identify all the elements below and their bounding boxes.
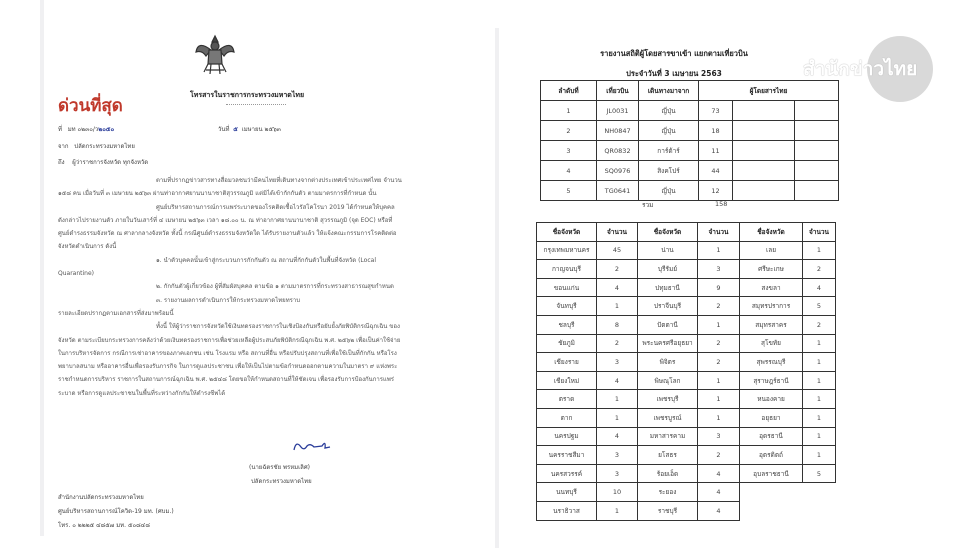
province-count-cell: 1 (803, 353, 836, 372)
province-name-cell: ปทุมธานี (638, 278, 698, 297)
province-count-cell: 1 (597, 390, 638, 409)
province-count-cell: 5 (803, 464, 836, 483)
reference-line (58, 124, 114, 134)
flights-table (540, 80, 839, 201)
signer-name: (นายฉัตรชัย พรหมเลิศ) (249, 464, 310, 471)
to-value: ผู้ว่าราชการจังหวัด ทุกจังหวัด (72, 159, 149, 166)
province-name-cell: ระยอง (638, 483, 698, 502)
province-name-cell: สุพรรณบุรี (740, 353, 803, 372)
province-count-cell: 4 (597, 371, 638, 390)
ref-prefix: มท ๐๒๓๐/ว (67, 126, 99, 133)
flight-cell: TG0641 (597, 181, 639, 201)
province-name-cell: จันทบุรี (537, 297, 597, 316)
empty-cell (733, 101, 795, 121)
header-cell: ชื่อจังหวัด (740, 223, 803, 242)
province-name-cell: อุตรดิตถ์ (740, 446, 803, 465)
header-cell: เที่ยวบิน (597, 81, 639, 101)
flight-cell: ญี่ปุ่น (639, 121, 699, 141)
province-name-cell: ร้อยเอ็ด (638, 464, 698, 483)
header-cell: จำนวน (803, 223, 836, 242)
province-count-cell: 4 (597, 278, 638, 297)
from-line (58, 141, 135, 151)
province-name-cell: ขอนแก่น (537, 278, 597, 297)
paragraph-7: ทั้งนี้ ให้ผู้ว่าราชการจังหวัดใช้เงินทดรองราชการในเชิงป้องกันหรือยับยั้งภัยพิบัติกรณีฉุกเฉิน ของจังหวัด ตามระเบียบกระทรวงการคลังว่าด้วยเงินทดรองราชการเพื่อช่วยเหลือผู้ประสบภัยพิบัติกรณีฉุกเฉิน พ.ศ. ๒๕๖๒ เพื่อเป็นค่าใช้จ่ายในการบริหารจัดการ กรณีการเช่าอาคารของภาคเอกชน เช่น โรงแรม หรือ สถานที่อื่น หรือปรับปรุงสถานที่เพื่อใช้เป็นที่กักกัน หรือโรงพยาบาลสนาม หรืออาคารอื่นเพื่อรองรับภารกิจ ในการดูแลประชาชน เพื่อให้เป็นไปตามข้อกำหนดออกตามความในมาตรา ๙ แห่งพระราชกำหนดการบริหาร ราชการในสถานการณ์ฉุกเฉิน พ.ศ. ๒๕๔๘ โดยขอให้กำหนดสถานที่ให้ชัดเจน เพื่อรองรับการป้องกันการแพร่ระบาด หรือการดูแลประชาชนในพื้นที่ระหว่างกักกันให้ดำรงชีพได้ (58, 323, 401, 397)
province-name-cell: ตราด (537, 390, 597, 409)
province-count-cell: 2 (803, 315, 836, 334)
header-dotted-line (226, 104, 286, 105)
flight-cell: 2 (541, 121, 597, 141)
flights-table-header (541, 81, 839, 101)
header-cell: ชื่อจังหวัด (537, 223, 597, 242)
province-count-cell: 1 (698, 371, 740, 390)
province-count-cell: 9 (698, 278, 740, 297)
province-count-cell: 4 (698, 464, 740, 483)
province-count-cell: 4 (698, 483, 740, 502)
to-line (58, 157, 148, 167)
province-row (537, 297, 836, 316)
province-name-cell: อยุธยา (740, 408, 803, 427)
flight-cell: ญี่ปุ่น (639, 101, 699, 121)
province-name-cell: หนองคาย (740, 390, 803, 409)
province-name-cell: ชัยภูมิ (537, 334, 597, 353)
province-count-cell: 4 (698, 501, 740, 520)
province-row (537, 483, 836, 502)
from-label: จาก (58, 143, 69, 150)
footer-office: สำนักงานปลัดกระทรวงมหาดไทย (58, 494, 144, 501)
province-name-cell: ชลบุรี (537, 315, 597, 334)
province-count-cell: 8 (597, 315, 638, 334)
province-name-cell: นราธิวาส (537, 501, 597, 520)
province-count-cell: 1 (803, 408, 836, 427)
urgency-stamp: ด่วนที่สุด (58, 96, 123, 116)
province-count-cell: 3 (597, 353, 638, 372)
report-subtitle: ประจำวันที่ 3 เมษายน 2563 (626, 69, 722, 78)
province-count-cell: 2 (597, 334, 638, 353)
header-cell: ผู้โดยสารไทย (699, 81, 839, 101)
flight-cell: JL0031 (597, 101, 639, 121)
province-name-cell: พิษณุโลก (638, 371, 698, 390)
flight-row (541, 161, 839, 181)
province-row (537, 464, 836, 483)
flight-cell: 4 (541, 161, 597, 181)
empty-cell (733, 181, 795, 201)
province-name-cell: ปัตตานี (638, 315, 698, 334)
province-name-cell: เพชรบุรี (638, 390, 698, 409)
flight-cell: QR0832 (597, 141, 639, 161)
garuda-emblem-icon (192, 30, 238, 76)
flight-row (541, 181, 839, 201)
flight-cell: 12 (699, 181, 733, 201)
flight-cell: สิงคโปร์ (639, 161, 699, 181)
header-cell: เดินทางมาจาก (639, 81, 699, 101)
flight-cell: 73 (699, 101, 733, 121)
province-name-cell: เลย (740, 241, 803, 260)
province-name-cell: อุดรธานี (740, 427, 803, 446)
from-value: ปลัดกระทรวงมหาดไทย (74, 143, 135, 150)
province-name-cell: พระนครศรีอยุธยา (638, 334, 698, 353)
province-count-cell: 2 (698, 297, 740, 316)
province-name-cell: ราชบุรี (638, 501, 698, 520)
flight-cell: 3 (541, 141, 597, 161)
province-name-cell: ปราจีนบุรี (638, 297, 698, 316)
empty-cell (740, 483, 803, 502)
empty-cell (733, 161, 795, 181)
flight-cell: NH0847 (597, 121, 639, 141)
header-cell: ชื่อจังหวัด (638, 223, 698, 242)
province-name-cell: น่าน (638, 241, 698, 260)
paragraph-5: ๓. รายงานผลการดำเนินการให้กระทรวงมหาดไทยทราบ (156, 296, 301, 304)
ref-label: ที่ (58, 126, 62, 133)
province-count-cell: 1 (803, 390, 836, 409)
flight-cell: 44 (699, 161, 733, 181)
province-count-cell: 1 (698, 241, 740, 260)
province-count-cell: 10 (597, 483, 638, 502)
flight-cell: SQ0976 (597, 161, 639, 181)
province-name-cell: กาญจนบุรี (537, 260, 597, 279)
empty-cell (733, 121, 795, 141)
province-row (537, 353, 836, 372)
province-name-cell: สุโขทัย (740, 334, 803, 353)
province-name-cell: สมุทรปราการ (740, 297, 803, 316)
province-name-cell: เชียงใหม่ (537, 371, 597, 390)
flight-cell: 11 (699, 141, 733, 161)
date-day: ๕ (233, 126, 238, 133)
footer-phone: โทร. ๐ ๒๒๒๕ ๔๘๕๗ มท. ๕๐๘๔๘ (58, 522, 150, 529)
flight-cell: 18 (699, 121, 733, 141)
total-label: รวม (642, 201, 654, 209)
province-name-cell: นครปฐม (537, 427, 597, 446)
province-count-cell: 2 (698, 334, 740, 353)
ref-number: ๒๐๕๐ (98, 126, 115, 133)
letter-body (58, 174, 403, 400)
date-line (218, 124, 281, 134)
province-count-cell: 2 (698, 353, 740, 372)
province-name-cell: ศรีษะเกษ (740, 260, 803, 279)
province-name-cell: อุบลราชธานี (740, 464, 803, 483)
empty-cell (740, 501, 803, 520)
flight-row (541, 141, 839, 161)
total-value: 158 (715, 200, 728, 208)
province-name-cell: สงขลา (740, 278, 803, 297)
province-row (537, 241, 836, 260)
flight-row (541, 121, 839, 141)
empty-cell (795, 181, 839, 201)
province-row (537, 390, 836, 409)
empty-cell (733, 141, 795, 161)
flight-cell: 5 (541, 181, 597, 201)
province-name-cell: นครราชสีมา (537, 446, 597, 465)
watermark-text: สำนักข่าวไทย (803, 58, 918, 80)
paragraph-6: รายละเอียดปรากฏตามเอกสารที่ส่งมาพร้อมนี้ (58, 309, 174, 317)
province-count-cell: 1 (698, 408, 740, 427)
province-count-cell: 1 (803, 334, 836, 353)
memo-header: โทรสารในราชการกระทรวงมหาดไทย (190, 91, 305, 99)
to-label: ถึง (58, 159, 65, 166)
province-count-cell: 4 (597, 427, 638, 446)
province-count-cell: 2 (597, 260, 638, 279)
province-row (537, 260, 836, 279)
province-row (537, 446, 836, 465)
signer-title: ปลัดกระทรวงมหาดไทย (251, 478, 312, 485)
province-count-cell: 4 (803, 278, 836, 297)
province-count-cell: 3 (698, 427, 740, 446)
province-row (537, 501, 836, 520)
province-name-cell: เชียงราย (537, 353, 597, 372)
empty-cell (795, 141, 839, 161)
paragraph-2: ศูนย์บริหารสถานการณ์การแพร่ระบาดของโรคติดเชื้อไวรัสโคโรนา 2019 ได้กำหนดให้บุคคล ดังกล่าวไปรายงานตัว ภายในวันเสาร์ที่ ๔ เมษายน ๒๕๖๓ เวลา ๑๘.๐๐ น. ณ ท่าอากาศยานนานาชาติ สุวรรณภูมิ (จุด EOC) หรือที่ศูนย์ดำรงธรรมจังหวัด ณ ศาลากลางจังหวัด ทั้งนี้ กรณีศูนย์ดำรงธรรมจังหวัดใด ได้รับรายงานตัวแล้ว ให้แจ้งคณะกรรมการโรคติดต่อจังหวัดดำเนินการ ดังนี้ (58, 203, 397, 251)
province-row (537, 408, 836, 427)
signature-icon (292, 438, 332, 454)
flight-cell: 1 (541, 101, 597, 121)
province-count-cell: 1 (597, 408, 638, 427)
paragraph-3: ๑. นำตัวบุคคลนั้นเข้าสู่กระบวนการกักกันตัว ณ สถานที่กักกันตัวในพื้นที่จังหวัด (Local Quarantine) (58, 256, 376, 278)
empty-cell (795, 161, 839, 181)
province-count-cell: 1 (698, 390, 740, 409)
province-count-cell: 1 (803, 446, 836, 465)
province-name-cell: บุรีรัมย์ (638, 260, 698, 279)
empty-cell (803, 501, 836, 520)
province-count-cell: 2 (698, 446, 740, 465)
province-count-cell: 1 (803, 241, 836, 260)
header-cell: จำนวน (597, 223, 638, 242)
news-agency-watermark (803, 36, 960, 106)
province-name-cell: กรุงเทพมหานคร (537, 241, 597, 260)
province-count-cell: 3 (597, 464, 638, 483)
province-count-cell: 45 (597, 241, 638, 260)
province-row (537, 315, 836, 334)
province-name-cell: ยโสธร (638, 446, 698, 465)
province-row (537, 334, 836, 353)
province-count-cell: 1 (597, 501, 638, 520)
province-count-cell: 2 (803, 260, 836, 279)
province-name-cell: ตาก (537, 408, 597, 427)
empty-cell (795, 121, 839, 141)
flight-cell: ญี่ปุ่น (639, 181, 699, 201)
header-cell: ลำดับที่ (541, 81, 597, 101)
province-count-cell: 3 (698, 260, 740, 279)
empty-cell (803, 483, 836, 502)
province-count-cell: 1 (698, 315, 740, 334)
statistics-report-page (495, 28, 960, 548)
province-row (537, 427, 836, 446)
province-name-cell: พิจิตร (638, 353, 698, 372)
province-count-cell: 1 (803, 371, 836, 390)
province-name-cell: สุราษฎร์ธานี (740, 371, 803, 390)
province-name-cell: นนทบุรี (537, 483, 597, 502)
date-label: วันที่ (218, 126, 230, 133)
province-table (536, 222, 836, 521)
report-title: รายงานสถิติผู้โดยสารขาเข้า แยกตามเที่ยวบิน (600, 49, 748, 58)
province-name-cell: นครสวรรค์ (537, 464, 597, 483)
footer-center: ศูนย์บริหารสถานการณ์โควิด-19 มท. (ศบม.) (58, 508, 174, 515)
province-name-cell: มหาสารคาม (638, 427, 698, 446)
fax-document-page (40, 0, 415, 536)
province-name-cell: สมุทรสาคร (740, 315, 803, 334)
province-count-cell: 3 (597, 446, 638, 465)
province-count-cell: 5 (803, 297, 836, 316)
province-count-cell: 1 (803, 427, 836, 446)
date-month-year: เมษายน ๒๕๖๓ (241, 126, 281, 133)
flight-cell: การ์ต้าร์ (639, 141, 699, 161)
province-name-cell: เพชรบูรณ์ (638, 408, 698, 427)
paragraph-1: ตามที่ปรากฏข่าวสารทางสื่อมวลชนว่ามีคนไทยที่เดินทางจากต่างประเทศเข้าประเทศไทย จำนวน ๑๕๘ คน เมื่อวันที่ ๓ เมษายน ๒๕๖๓ ผ่านท่าอากาศยานนานาชาติสุวรรณภูมิ แต่มิได้เข้ากักกันตัว ตามมาตรการที่กำหนด นั้น (58, 177, 402, 198)
province-table-header (537, 223, 836, 242)
flight-row (541, 101, 839, 121)
header-cell: จำนวน (698, 223, 740, 242)
province-row (537, 278, 836, 297)
province-count-cell: 1 (597, 297, 638, 316)
province-row (537, 371, 836, 390)
paragraph-4: ๒. กักกันตัวผู้เกี่ยวข้อง ผู้ที่สัมผัสบุคคล ตามข้อ ๑ ตามมาตรการที่กระทรวงสาธารณสุขกำหนด (156, 283, 394, 291)
